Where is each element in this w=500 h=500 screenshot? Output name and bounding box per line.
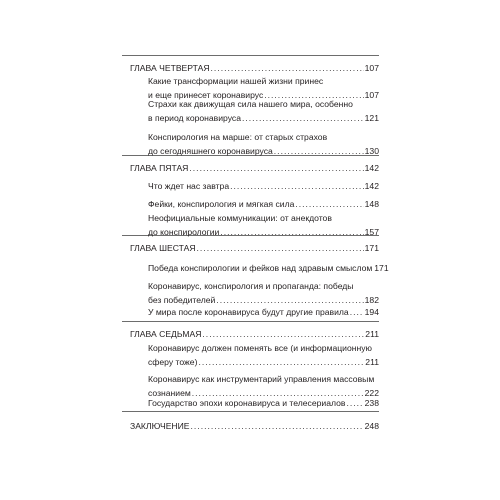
- toc-entry-line-text: Неофициальные коммуникации: от анекдотов: [148, 213, 332, 223]
- dot-leader: [295, 198, 363, 210]
- section-divider: [122, 411, 379, 412]
- dot-leader: [274, 145, 364, 157]
- page-number: 142: [364, 163, 379, 173]
- toc-entry-line-text: Коронавирус должен поменять все (и информационную: [148, 343, 372, 353]
- dot-leader: [191, 420, 364, 432]
- toc-entry-title: Государство эпохи коронавируса и телесериалов: [148, 398, 346, 408]
- page-number: 211: [365, 329, 379, 339]
- chapter-heading[interactable]: [130, 328, 379, 340]
- toc-entry[interactable]: [148, 356, 379, 368]
- toc-entry[interactable]: [148, 198, 379, 210]
- page-number: 121: [364, 113, 379, 123]
- section-divider: [122, 321, 379, 322]
- page-number: 142: [364, 181, 379, 191]
- toc-entry-line-text: Конспирология на марше: от старых страхов: [148, 132, 328, 142]
- toc-entry-title: до конспирологии: [148, 227, 220, 237]
- page-number: 148: [364, 199, 379, 209]
- conclusion-heading-title: ЗАКЛЮЧЕНИЕ: [130, 421, 190, 431]
- toc-entry[interactable]: [148, 294, 379, 306]
- toc-entry-line: [148, 75, 379, 87]
- toc-entry-title: сферу тоже): [148, 357, 198, 367]
- chapter-heading-title: ГЛАВА СЕДЬМАЯ: [130, 329, 202, 339]
- dot-leader: [230, 180, 364, 192]
- toc-entry[interactable]: [148, 145, 379, 157]
- toc-entry-line: [148, 212, 379, 224]
- page-number: 171: [364, 243, 379, 253]
- toc-entry-line-text: Коронавирус, конспирология и пропаганда: победы: [148, 281, 354, 291]
- dot-leader: [189, 162, 363, 174]
- toc-entry[interactable]: [148, 397, 379, 409]
- toc-entry-title: и еще принесет коронавирус: [148, 90, 264, 100]
- section-divider: [122, 55, 379, 56]
- toc-entry[interactable]: [148, 262, 389, 274]
- toc-entry-title: в период коронавируса: [148, 113, 242, 123]
- toc-entry-title: до сегодняшнего коронавируса: [148, 146, 273, 156]
- page-number: 157: [364, 227, 379, 237]
- page-number: 248: [364, 421, 379, 431]
- toc-entry-line: [148, 131, 379, 143]
- toc-entry-title: Победа конспирологии и фейков над здравым смыслом: [148, 263, 373, 273]
- page-number: 130: [364, 146, 379, 156]
- page-number: 182: [364, 295, 379, 305]
- dot-leader: [220, 226, 363, 238]
- toc-entry-title: Фейки, конспирология и мягкая сила: [148, 199, 295, 209]
- toc-entry-line: [148, 342, 379, 354]
- toc-entry-line-text: Страхи как движущая сила нашего мира, особенно: [148, 99, 353, 109]
- toc-entry-line: [148, 280, 379, 292]
- toc-entry[interactable]: [148, 180, 379, 192]
- dot-leader: [346, 397, 363, 409]
- toc-entry-title: сознанием: [148, 388, 191, 398]
- toc-entry-title: без победителей: [148, 295, 216, 305]
- chapter-heading[interactable]: [130, 62, 379, 74]
- toc-entry[interactable]: [148, 226, 379, 238]
- page-number: 107: [364, 63, 379, 73]
- toc-entry-title: Что ждет нас завтра: [148, 181, 230, 191]
- chapter-heading-title: ГЛАВА ПЯТАЯ: [130, 163, 189, 173]
- toc-entry-line-text: Какие трансформации нашей жизни принес: [148, 76, 324, 86]
- dot-leader: [242, 112, 364, 124]
- page-number: 107: [364, 90, 379, 100]
- toc-entry-line: [148, 373, 379, 385]
- dot-leader: [216, 294, 363, 306]
- page-number: 171: [374, 263, 389, 273]
- chapter-heading[interactable]: [130, 242, 379, 254]
- page-number: 194: [364, 307, 379, 317]
- toc-entry[interactable]: [148, 306, 379, 318]
- conclusion-heading[interactable]: [130, 420, 379, 432]
- toc-entry[interactable]: [148, 112, 379, 124]
- toc-entry-line: [148, 98, 379, 110]
- dot-leader: [197, 242, 364, 254]
- dot-leader: [350, 306, 364, 318]
- page-number: 238: [364, 398, 379, 408]
- chapter-heading-title: ГЛАВА ШЕСТАЯ: [130, 243, 196, 253]
- toc-entry-title: У мира после коронавируса будут другие правила: [148, 307, 349, 317]
- page-number: 222: [364, 388, 379, 398]
- chapter-heading-title: ГЛАВА ЧЕТВЕРТАЯ: [130, 63, 210, 73]
- page-number: 211: [365, 357, 379, 367]
- dot-leader: [211, 62, 364, 74]
- toc-entry-line-text: Коронавирус как инструментарий управления массовым: [148, 374, 375, 384]
- dot-leader: [202, 328, 364, 340]
- chapter-heading[interactable]: [130, 162, 379, 174]
- dot-leader: [198, 356, 364, 368]
